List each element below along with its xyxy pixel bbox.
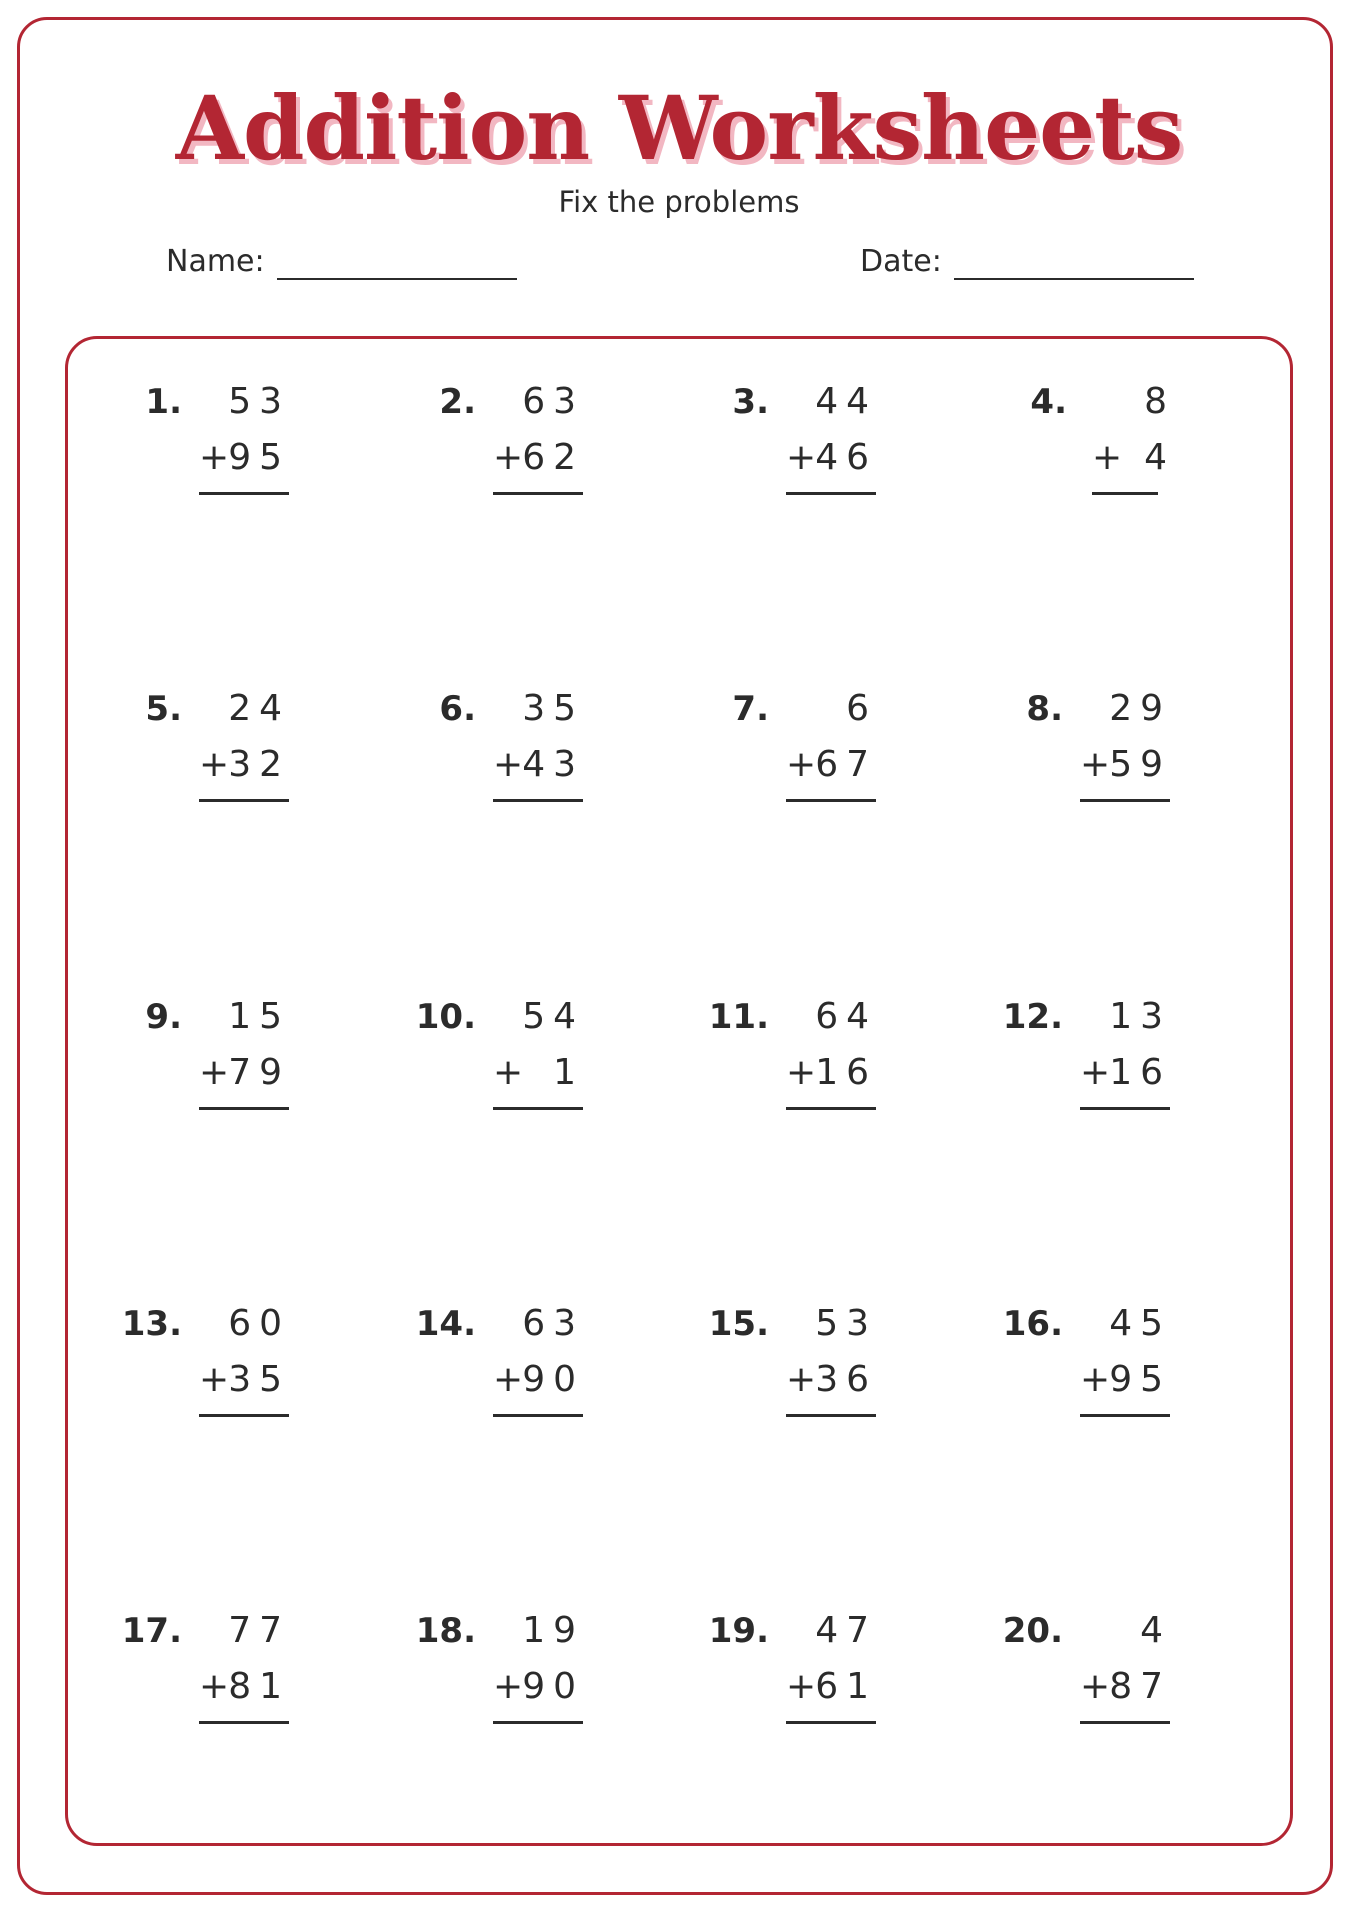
problem-19: [697, 1609, 877, 1719]
answer-line[interactable]: [199, 1721, 289, 1724]
problem-number: 6.: [439, 689, 476, 729]
problem-3: [697, 380, 877, 490]
problem-number: 13.: [121, 1304, 182, 1344]
problem-number: 2.: [439, 382, 476, 422]
top-addend: 53: [815, 1303, 877, 1344]
bottom-addend: 4: [1144, 437, 1175, 478]
problem-4: [995, 380, 1175, 490]
problem-number: 12.: [1002, 997, 1063, 1037]
bottom-addend: 87: [1109, 1666, 1171, 1707]
problem-number: 20.: [1002, 1611, 1063, 1651]
answer-line[interactable]: [199, 492, 289, 495]
answer-line[interactable]: [786, 1414, 876, 1417]
plus-sign: +: [199, 1666, 230, 1707]
top-addend: 6: [846, 688, 877, 729]
top-addend: 44: [815, 381, 877, 422]
bottom-addend: 95: [228, 437, 290, 478]
plus-sign: +: [786, 437, 817, 478]
answer-line[interactable]: [199, 799, 289, 802]
top-addend: 4: [1140, 1610, 1171, 1651]
problem-number: 3.: [732, 382, 769, 422]
plus-sign: +: [1080, 1359, 1111, 1400]
problem-11: [697, 995, 877, 1105]
answer-line[interactable]: [786, 492, 876, 495]
problem-number: 7.: [732, 689, 769, 729]
problem-number: 14.: [415, 1304, 476, 1344]
plus-sign: +: [493, 1666, 524, 1707]
plus-sign: +: [493, 1359, 524, 1400]
problem-6: [404, 687, 584, 797]
problem-number: 15.: [708, 1304, 769, 1344]
problem-number: 16.: [1002, 1304, 1063, 1344]
plus-sign: +: [493, 437, 524, 478]
problem-8: [991, 687, 1171, 797]
problem-number: 8.: [1026, 689, 1063, 729]
problem-number: 11.: [708, 997, 769, 1037]
bottom-addend: 46: [815, 437, 877, 478]
plus-sign: +: [1080, 744, 1111, 785]
problem-13: [110, 1302, 290, 1412]
bottom-addend: 43: [522, 744, 584, 785]
top-addend: 24: [228, 688, 290, 729]
bottom-addend: 36: [815, 1359, 877, 1400]
plus-sign: +: [493, 744, 524, 785]
answer-line[interactable]: [786, 1107, 876, 1110]
top-addend: 60: [228, 1303, 290, 1344]
answer-line[interactable]: [1092, 492, 1158, 495]
worksheet-title: Addition Worksheets: [175, 76, 1183, 180]
bottom-addend: 59: [1109, 744, 1171, 785]
problem-10: [404, 995, 584, 1105]
problem-17: [110, 1609, 290, 1719]
plus-sign: +: [199, 1052, 230, 1093]
bottom-addend: 81: [228, 1666, 290, 1707]
bottom-addend: 16: [1109, 1052, 1171, 1093]
top-addend: 64: [815, 996, 877, 1037]
worksheet-subtitle: Fix the problems: [558, 185, 800, 219]
bottom-addend: 95: [1109, 1359, 1171, 1400]
bottom-addend: 90: [522, 1359, 584, 1400]
plus-sign: +: [1080, 1666, 1111, 1707]
problem-16: [991, 1302, 1171, 1412]
problem-number: 18.: [415, 1611, 476, 1651]
top-addend: 45: [1109, 1303, 1171, 1344]
answer-line[interactable]: [1080, 1721, 1170, 1724]
answer-line[interactable]: [786, 1721, 876, 1724]
answer-line[interactable]: [199, 1414, 289, 1417]
top-addend: 15: [228, 996, 290, 1037]
bottom-addend: 61: [815, 1666, 877, 1707]
problem-1: [110, 380, 290, 490]
bottom-addend: 62: [522, 437, 584, 478]
problem-2: [404, 380, 584, 490]
plus-sign: +: [199, 744, 230, 785]
answer-line[interactable]: [1080, 1107, 1170, 1110]
answer-line[interactable]: [493, 799, 583, 802]
answer-line[interactable]: [493, 1107, 583, 1110]
answer-line[interactable]: [1080, 1414, 1170, 1417]
top-addend: 53: [228, 381, 290, 422]
plus-sign: +: [199, 437, 230, 478]
problem-9: [110, 995, 290, 1105]
plus-sign: +: [493, 1052, 524, 1093]
answer-line[interactable]: [493, 1414, 583, 1417]
plus-sign: +: [199, 1359, 230, 1400]
top-addend: 63: [522, 381, 584, 422]
date-label: Date:: [860, 244, 942, 279]
answer-line[interactable]: [1080, 799, 1170, 802]
bottom-addend: 1: [553, 1052, 584, 1093]
plus-sign: +: [1080, 1052, 1111, 1093]
plus-sign: +: [786, 1359, 817, 1400]
bottom-addend: 32: [228, 744, 290, 785]
bottom-addend: 35: [228, 1359, 290, 1400]
answer-line[interactable]: [786, 799, 876, 802]
bottom-addend: 90: [522, 1666, 584, 1707]
problem-number: 9.: [145, 997, 182, 1037]
answer-line[interactable]: [199, 1107, 289, 1110]
plus-sign: +: [786, 1666, 817, 1707]
plus-sign: +: [1092, 437, 1123, 478]
bottom-addend: 79: [228, 1052, 290, 1093]
top-addend: 29: [1109, 688, 1171, 729]
problem-number: 10.: [415, 997, 476, 1037]
problem-7: [697, 687, 877, 797]
problem-5: [110, 687, 290, 797]
problem-18: [404, 1609, 584, 1719]
name-label: Name:: [166, 244, 265, 279]
plus-sign: +: [786, 1052, 817, 1093]
plus-sign: +: [786, 744, 817, 785]
top-addend: 35: [522, 688, 584, 729]
problem-number: 1.: [145, 382, 182, 422]
bottom-addend: 67: [815, 744, 877, 785]
top-addend: 63: [522, 1303, 584, 1344]
answer-line[interactable]: [493, 492, 583, 495]
problem-number: 19.: [708, 1611, 769, 1651]
bottom-addend: 16: [815, 1052, 877, 1093]
problem-number: 5.: [145, 689, 182, 729]
top-addend: 8: [1144, 381, 1175, 422]
problem-20: [991, 1609, 1171, 1719]
top-addend: 47: [815, 1610, 877, 1651]
top-addend: 19: [522, 1610, 584, 1651]
problem-number: 4.: [1030, 382, 1067, 422]
problem-12: [991, 995, 1171, 1105]
problem-15: [697, 1302, 877, 1412]
problem-14: [404, 1302, 584, 1412]
answer-line[interactable]: [493, 1721, 583, 1724]
top-addend: 54: [522, 996, 584, 1037]
top-addend: 77: [228, 1610, 290, 1651]
problem-number: 17.: [121, 1611, 182, 1651]
top-addend: 13: [1109, 996, 1171, 1037]
